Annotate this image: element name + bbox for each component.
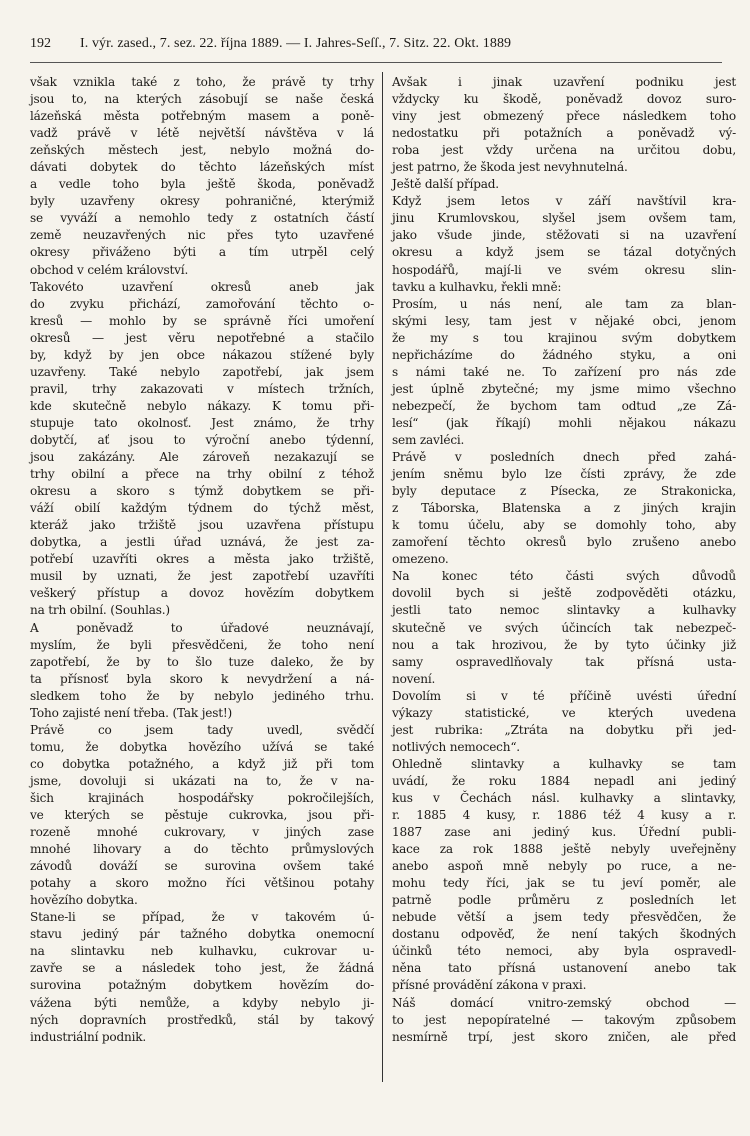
left-column — [30, 74, 374, 1046]
text-line: země neuzavřených nic přes tyto uzavřené — [30, 228, 374, 243]
text-line: účinků této nemoci, aby byla ospravedl- — [392, 944, 736, 959]
text-line: s námi také ne. To zařízení pro nás zde — [392, 364, 736, 379]
text-line: nebezpečí, že bychom tam odtud „ze Zá- — [392, 398, 736, 413]
text-line: dobytka, a jestli úřad uznává, že jest za- — [30, 535, 374, 550]
text-line: myslím, že byli přesvědčeni, že toho není — [30, 637, 374, 652]
text-line: kde skutečně nebylo nákazy. K tomu při- — [30, 398, 374, 413]
text-line: uvádí, že roku 1884 nepadl ani jediný — [392, 773, 736, 788]
text-line: šich krajinách hospodářsky pokročilejších, — [30, 790, 374, 805]
page-header — [30, 36, 720, 58]
text-line: výkazy statistické, ve kterých uvedena — [392, 705, 736, 720]
text-line: veškerý přístup a dovoz hovězím dobytkem — [30, 586, 374, 601]
text-line: viny jest obmezený přece následkem toho — [392, 109, 736, 124]
text-line: Ohledně slintavky a kulhavky se tam — [392, 756, 736, 771]
text-line: kus v Čechách násl. kulhavky a slintavky, — [392, 790, 736, 805]
text-line: vadž právě v létě největší návštěva v lá — [30, 126, 374, 141]
text-line: patrně podle průměru z posledních let — [392, 893, 736, 908]
text-line: A poněvadž to úřadové neuznávají, — [30, 620, 374, 635]
text-line: k tomu účelu, aby se domohly toho, aby — [392, 518, 736, 533]
text-line: a vedle toho byla ještě škoda, poněvadž — [30, 177, 374, 192]
text-line: nedostatku při potažních a poněvadž vý- — [392, 126, 736, 141]
right-column — [392, 74, 736, 1046]
text-line: kresů — mohlo by se správně říci umoření — [30, 313, 374, 328]
header-rule — [30, 62, 722, 63]
text-line: nebude větší a jsem tedy přesvědčen, že — [392, 910, 736, 925]
text-line: omezeno. — [392, 552, 449, 567]
text-line: skými lesy, tam jest v nějaké obci, jenom — [392, 313, 736, 328]
text-line: jako všude jinde, stěžovati si na uzavření — [392, 228, 736, 243]
text-line: Dovolím si v té příčině uvésti úřední — [392, 688, 736, 703]
text-line: ve kterých se pěstuje cukrovka, jsou při- — [30, 808, 374, 823]
text-line: Náš domácí vnitro-zemský obchod — — [392, 995, 736, 1010]
text-line: jsme, dovoluji si ukázati na to, že v na- — [30, 773, 374, 788]
text-line: lázeňská města potřebným masem a poně- — [30, 109, 374, 124]
text-line: kteráž jako tržiště jsou uzavřena přístupu — [30, 518, 374, 533]
text-line: okresů — jest věru nepotřebné a stačilo — [30, 330, 374, 345]
text-line: Avšak i jinak uzavření podniku jest — [392, 75, 736, 89]
text-line: byly deputace z Písecka, ze Strakonicka, — [392, 484, 736, 499]
text-line: Na konec této části svých důvodů — [392, 569, 736, 584]
text-line: dovolil bych si ještě zodpověděti otázku, — [392, 586, 736, 601]
text-line: se vyváží a nemohlo tedy z ostatních částí — [30, 211, 374, 226]
text-line: r. 1885 4 kusy, r. 1886 též 4 kusy a r. — [392, 808, 736, 823]
text-line: industriální podnik. — [30, 1029, 147, 1044]
text-line: mohu tedy říci, jak se tu jeví poměr, ale — [392, 876, 736, 891]
text-line: dávati dobytek do těchto lázeňských míst — [30, 160, 374, 175]
text-line: to jest nepopíratelné — takovým způsobem — [392, 1012, 736, 1027]
text-line: lesí“ (jak říkají) mohli nějakou nákazu — [392, 415, 736, 430]
text-line: jest rubrika: „Ztráta na dobytku při jed- — [392, 722, 736, 737]
running-title: I. výr. zased., 7. sez. 22. října 1889. — I. Jahres-Seſſ., 7. Sitz. 22. Okt. 1889 — [80, 36, 512, 51]
text-line: okresy přiváženo býti a tím utrpěl celý — [30, 245, 374, 260]
text-line: musil by uznati, že jest zapotřebí uzavříti — [30, 569, 374, 584]
text-line: rozeně mnohé cukrovary, v jiných zase — [30, 825, 374, 840]
text-line: hospodářů, mají-li ve svém okresu slin- — [392, 262, 736, 277]
text-line: potahy a skoro možno říci většinou potahy — [30, 876, 374, 891]
column-divider — [382, 72, 383, 1082]
text-line: vždycky ku škodě, poněvadž dovoz suro- — [392, 92, 736, 107]
text-line: stavu jediný pár tažného dobytka onemocní — [30, 927, 374, 942]
text-line: dostanu odpověď, že není takých škodných — [392, 927, 736, 942]
text-line: Stane-li se případ, že v takovém ú- — [30, 910, 374, 925]
text-line: Ještě další případ. — [392, 177, 499, 192]
text-line: okresu a když jsem se tázal dotyčných — [392, 245, 736, 260]
text-line: 1887 zase ani jediný kus. Úřední publi- — [392, 825, 736, 840]
text-line: váží obilí každým týdnem do týchž měst, — [30, 501, 374, 516]
text-line: tavku a kulhavku, řekli mně: — [392, 279, 562, 294]
text-line: vážena býti nemůže, a kdyby nebylo ji- — [30, 995, 374, 1010]
text-line: Takovéto uzavření okresů aneb jak — [30, 279, 374, 294]
text-line: sem zavléci. — [392, 432, 465, 447]
text-line: co dobytka potažného, a když již při tom — [30, 756, 374, 771]
text-line: dobytčí, ať jsou to výroční anebo týdenní, — [30, 432, 374, 447]
text-line: notlivých nemocech“. — [392, 739, 520, 754]
text-line: jestli tato nemoc slintavky a kulhavky — [392, 603, 736, 618]
text-line: Prosím, u nás není, ale tam za blan- — [392, 296, 736, 311]
text-line: tomu, že dobytka hovězího užívá se také — [30, 739, 374, 754]
text-line: jsou to, na kterých zásobují se naše česká — [30, 92, 374, 107]
text-line: stupuje tato okolnosť. Jest známo, že trhy — [30, 415, 374, 430]
text-line: jest patrno, že škoda jest nevyhnutelná. — [392, 160, 628, 175]
text-line: skutečně ve svých účincích tak nebezpeč- — [392, 620, 736, 635]
text-line: Právě co jsem tady uvedl, svědčí — [30, 722, 374, 737]
text-line: nepřicházíme do žádného styku, a oni — [392, 347, 736, 362]
text-line: ných dopravních prostředků, stál by takový — [30, 1012, 374, 1027]
text-line: mnohé lihovary a do těchto průmyslových — [30, 842, 374, 857]
text-line: roba jest vždy určena na určitou dobu, — [392, 143, 736, 158]
text-line: Právě v posledních dnech před zahá- — [392, 450, 736, 465]
text-line: však vznikla také z toho, že právě ty trhy — [30, 75, 374, 89]
text-line: zamoření těchto okresů bylo zrušeno anebo — [392, 535, 736, 550]
text-line: Toho zajisté není třeba. (Tak jest!) — [30, 705, 233, 720]
text-line: by, když by jen obce nákazou stížené byly — [30, 347, 374, 362]
text-line: trhy obilní a přece na trhy obilní z téhož — [30, 467, 374, 482]
text-line: anebo aspoň mně nebyly po ruce, a ne- — [392, 859, 736, 874]
text-line: samy ospravedlňovaly tak přísná usta- — [392, 654, 736, 669]
text-line: surovina potažným dobytkem hovězím do- — [30, 978, 374, 993]
text-line: nesmírně trpí, jest skoro zničen, ale před — [392, 1029, 736, 1044]
text-line: nou a tak hrozivou, že by tyto účinky již — [392, 637, 736, 652]
text-line: hovězího dobytka. — [30, 893, 138, 908]
text-line: Když jsem letos v září navštívil kra- — [392, 194, 736, 209]
text-line: pravil, trhy zakazovati v místech tržních, — [30, 381, 374, 396]
text-line: něna tato přísná ustanovení anebo tak — [392, 961, 736, 976]
text-line: závodů dováží se surovina ovšem také — [30, 859, 374, 874]
text-line: zavře se a následek toho jest, že žádná — [30, 961, 374, 976]
text-line: novení. — [392, 671, 436, 686]
text-line: že my s tou krajinou svým dobytkem — [392, 330, 736, 345]
text-line: na trh obilní. (Souhlas.) — [30, 603, 170, 618]
text-line: potřebí uzavříti okres a města jako tržiště, — [30, 552, 374, 567]
text-line: uzavřeny. Také nebylo zapotřebí, jak jsem — [30, 364, 374, 379]
text-line: ta přísnosť byla skoro k nevydržení a ná- — [30, 671, 374, 686]
page-number: 192 — [30, 36, 51, 51]
text-line: z Táborska, Blatenska a z jiných krajin — [392, 501, 736, 516]
text-line: kace za rok 1888 ještě nebyly uveřejněny — [392, 842, 736, 857]
text-line: jsou zakázány. Ale zároveň nezakazují se — [30, 450, 374, 465]
text-line: okresu a skoro s týmž dobytkem se při- — [30, 484, 374, 499]
text-line: obchod v celém království. — [30, 262, 189, 277]
text-line: na slintavku neb kulhavku, cukrovar u- — [30, 944, 374, 959]
text-line: byly uzavřeny okresy pohraničné, kterýmiž — [30, 194, 374, 209]
text-line: jinu Krumlovskou, slyšel jsem ovšem tam, — [392, 211, 736, 226]
text-line: přísné provádění zákona v praxi. — [392, 978, 587, 993]
text-line: sledkem toho že by nebylo jediného trhu. — [30, 688, 374, 703]
text-line: do zvyku přichází, zamořování těchto o- — [30, 296, 374, 311]
text-line: zapotřebí, že by to šlo tuze daleko, že by — [30, 654, 374, 669]
text-line: jením sněmu bylo lze čísti zprávy, že zde — [392, 467, 736, 482]
text-line: zeňských městech jest, nebylo možná do- — [30, 143, 374, 158]
text-line: jest úplně zbytečné; my jsme mimo všechno — [392, 381, 736, 396]
